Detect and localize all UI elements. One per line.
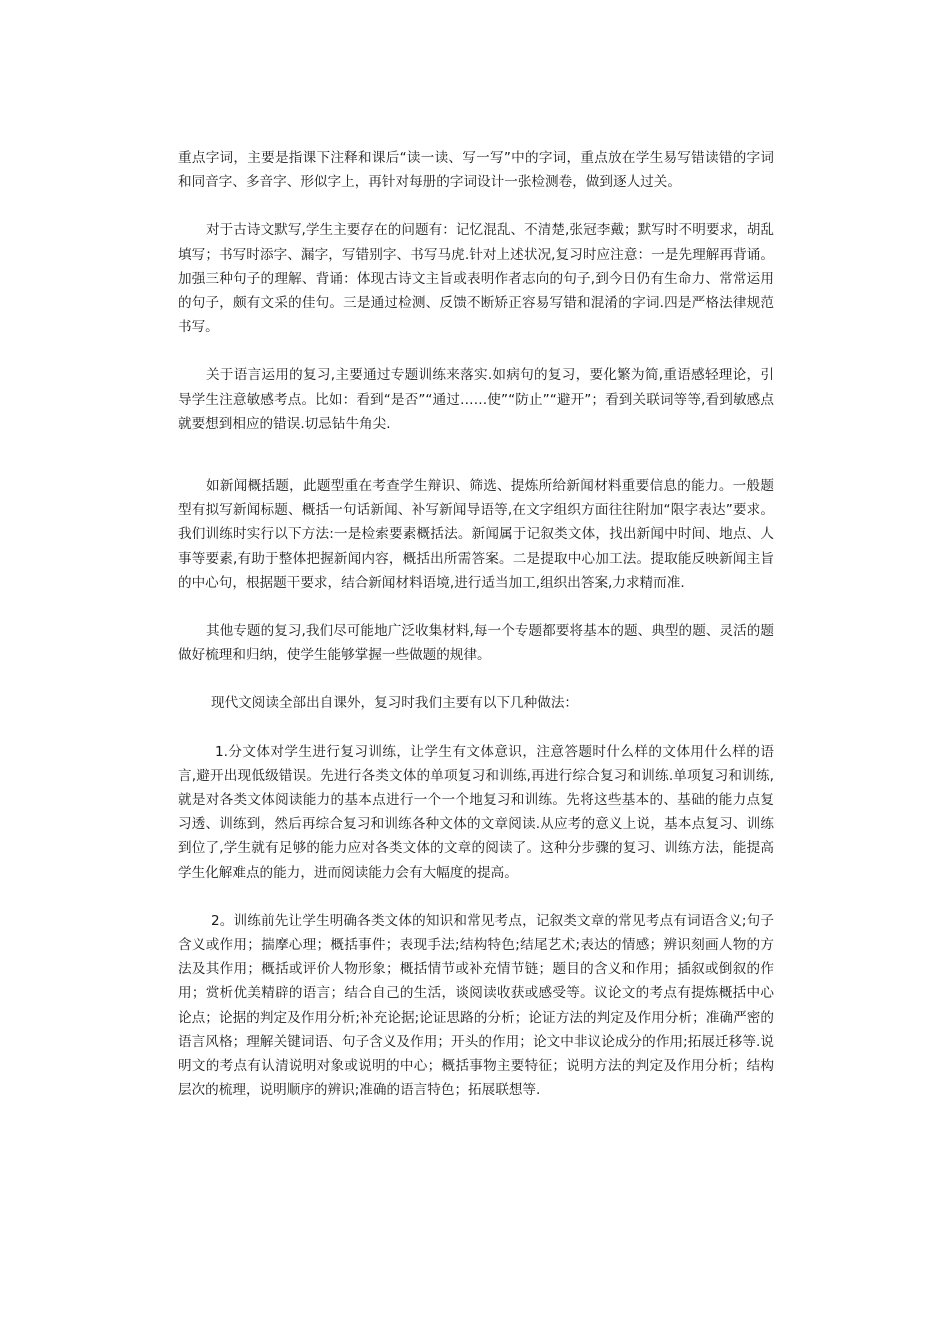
paragraph-key-vocabulary: 重点字词，主要是指课下注释和课后“读一读、写一写”中的字词，重点放在学生易写错读错的字词和同音字、多音字、形似字上，再针对每册的字词设计一张检测卷，做到逐人过关。 xyxy=(178,150,774,191)
paragraph-other-topics: 其他专题的复习,我们尽可能地广泛收集材料,每一个专题都要将基本的题、典型的题、灵活的题做好梳理和归纳，使学生能够掌握一些做题的规律。 xyxy=(178,623,774,664)
paragraph-language-usage: 关于语言运用的复习,主要通过专题训练来落实.如病句的复习，要化繁为简,重语感轻理论，引导学生注意敏感考点。比如：看到“是否”“通过……使”“防止”“避开”；看到关联词等等,看到敏感点就要想到相应的错误.切忌钻牛角尖. xyxy=(178,367,774,432)
paragraph-modern-reading-intro: 现代文阅读全部出自课外，复习时我们主要有以下几种做法： xyxy=(211,695,579,712)
paragraph-method-two: 2。训练前先让学生明确各类文体的知识和常见考点，记叙类文章的常见考点有词语含义;句子含义或作用；揣摩心理；概括事件；表现手法;结构特色;结尾艺术;表达的情感；辨识刻画人物的方法及其作用；概括或评价人物形象；概括情节或补充情节链；题目的含义和作用；插叙或倒叙的作用；赏析优美精辟的语言；结合自己的生活，谈阅读收获或感受等。议论文的考点有提炼概括中心论点；论据的判定及作用分析;补充论据;论证思路的分析；论证方法的判定及作用分析；准确严密的语言风格；理解关键词语、句子含义及作用；开头的作用；论文中非议论成分的作用;拓展迁移等.说明文的考点有认清说明对象或说明的中心；概括事物主要特征；说明方法的判定及作用分析；结构层次的梳理，说明顺序的辨识;准确的语言特色；拓展联想等. xyxy=(178,912,774,1099)
paragraph-method-one: 1.分文体对学生进行复习训练，让学生有文体意识，注意答题时什么样的文体用什么样的语言,避开出现低级错误。先进行各类文体的单项复习和训练,再进行综合复习和训练.单项复习和训练,就是对各类文体阅读能力的基本点进行一个一个地复习和训练。先将这些基本的、基础的能力点复习透、训练到，然后再综合复习和训练各种文体的文章阅读.从应考的意义上说，基本点复习、训练到位了,学生就有足够的能力应对各类文体的文章的阅读了。这种分步骤的复习、训练方法，能提高学生化解难点的能力，进而阅读能力会有大幅度的提高。 xyxy=(178,743,774,881)
paragraph-news-summary: 如新闻概括题，此题型重在考查学生辩识、筛选、提炼所给新闻材料重要信息的能力。一般题型有拟写新闻标题、概括一句话新闻、补写新闻导语等,在文字组织方面往往附加“限字表达”要求。我们训练时实行以下方法:一是检索要素概括法。新闻属于记叙类文体，找出新闻中时间、地点、人事等要素,有助于整体把握新闻内容，概括出所需答案。二是提取中心加工法。提取能反映新闻主旨的中心句，根据题干要求，结合新闻材料语境,进行适当加工,组织出答案,力求精而准. xyxy=(178,478,774,591)
paragraph-classical-poetry-dictation: 对于古诗文默写,学生主要存在的问题有：记忆混乱、不清楚,张冠李戴；默写时不明要求，胡乱填写；书写时添字、漏字，写错别字、书写马虎.针对上述状况,复习时应注意：一是先理解再背诵。加强三种句子的理解、背诵：体现古诗文主旨或表明作者志向的句子,到今日仍有生命力、常常运用的句子，颇有文采的佳句。三是通过检测、反馈不断矫正容易写错和混淆的字词.四是严格法律规范书写。 xyxy=(178,222,774,336)
document-body xyxy=(178,146,774,1103)
